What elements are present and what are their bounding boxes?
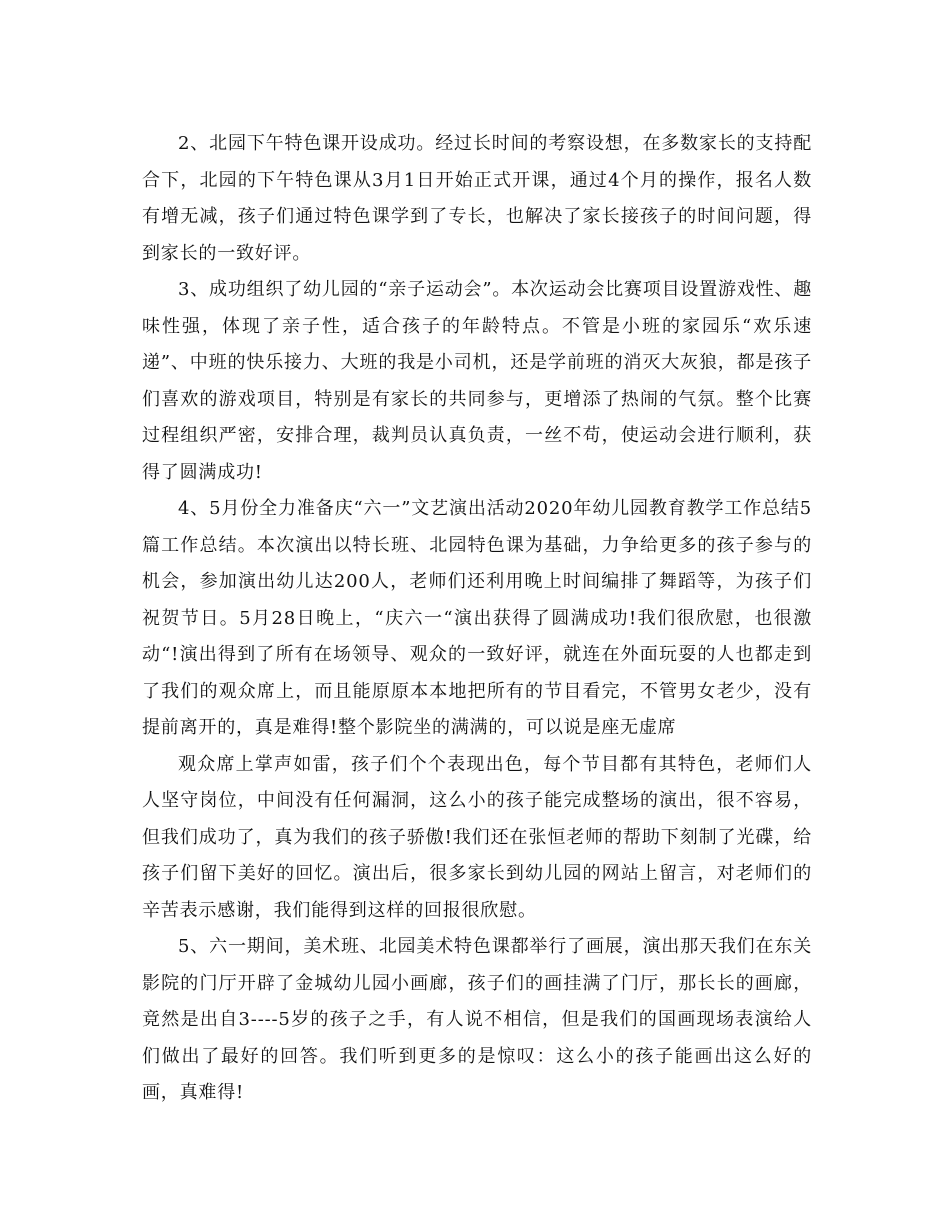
paragraph-parent-child-sports-meet: 3、成功组织了幼儿园的“亲子运动会”。本次运动会比赛项目设置游戏性、趣味性强，体现了亲子性，适合孩子的年龄特点。不管是小班的家园乐“欢乐速递”、中班的快乐接力、大班的我是小司机，还是学前班的消灭大灰狼，都是孩子们喜欢的游戏项目，特别是有家长的共同参与，更增添了热闹的气氛。整个比赛过程组织严密，安排合理，裁判员认真负责，一丝不苟，使运动会进行顺利，获得了圆满成功! — [142, 279, 812, 483]
paragraph-audience-response: 观众席上掌声如雷，孩子们个个表现出色，每个节目都有其特色，老师们人人坚守岗位，中间没有任何漏洞，这么小的孩子能完成整场的演出，很不容易，但我们成功了，真为我们的孩子骄傲!我们还在张恒老师的帮助下刻制了光碟，给孩子们留下美好的回忆。演出后，很多家长到幼儿园的网站上留言，对老师们的辛苦表示感谢，我们能得到这样的回报很欣慰。 — [142, 753, 812, 921]
document-body — [142, 126, 812, 1112]
paragraph-childrens-day-performance: 4、5月份全力准备庆“六一”文艺演出活动2020年幼儿园教育教学工作总结5篇工作总结。本次演出以特长班、北园特色课为基础，力争给更多的孩子参与的机会，参加演出幼儿达200人，老师们还利用晚上时间编排了舞蹈等，为孩子们祝贺节日。5月28日晚上，“庆六一“演出获得了圆满成功!我们很欣慰，也很激动“!演出得到了所有在场领导、观众的一致好评，就连在外面玩耍的人也都走到了我们的观众席上，而且能原原本本地把所有的节目看完，不管男女老少，没有提前离开的，真是难得!整个影院坐的满满的，可以说是座无虚席 — [142, 498, 812, 738]
paragraph-art-exhibition: 5、六一期间，美术班、北园美术特色课都举行了画展，演出那天我们在东关影院的门厅开辟了金城幼儿园小画廊，孩子们的画挂满了门厅，那长长的画廊，竟然是出自3----5岁的孩子之手，有人说不相信，但是我们的国画现场表演给人们做出了最好的回答。我们听到更多的是惊叹：这么小的孩子能画出这么好的画，真难得! — [142, 936, 812, 1103]
paragraph-afternoon-special-class: 2、北园下午特色课开设成功。经过长时间的考察设想，在多数家长的支持配合下，北园的下午特色课从3月1日开始正式开课，通过4个月的操作，报名人数有增无减，孩子们通过特色课学到了专长，也解决了家长接孩子的时间问题，得到家长的一致好评。 — [142, 133, 812, 264]
